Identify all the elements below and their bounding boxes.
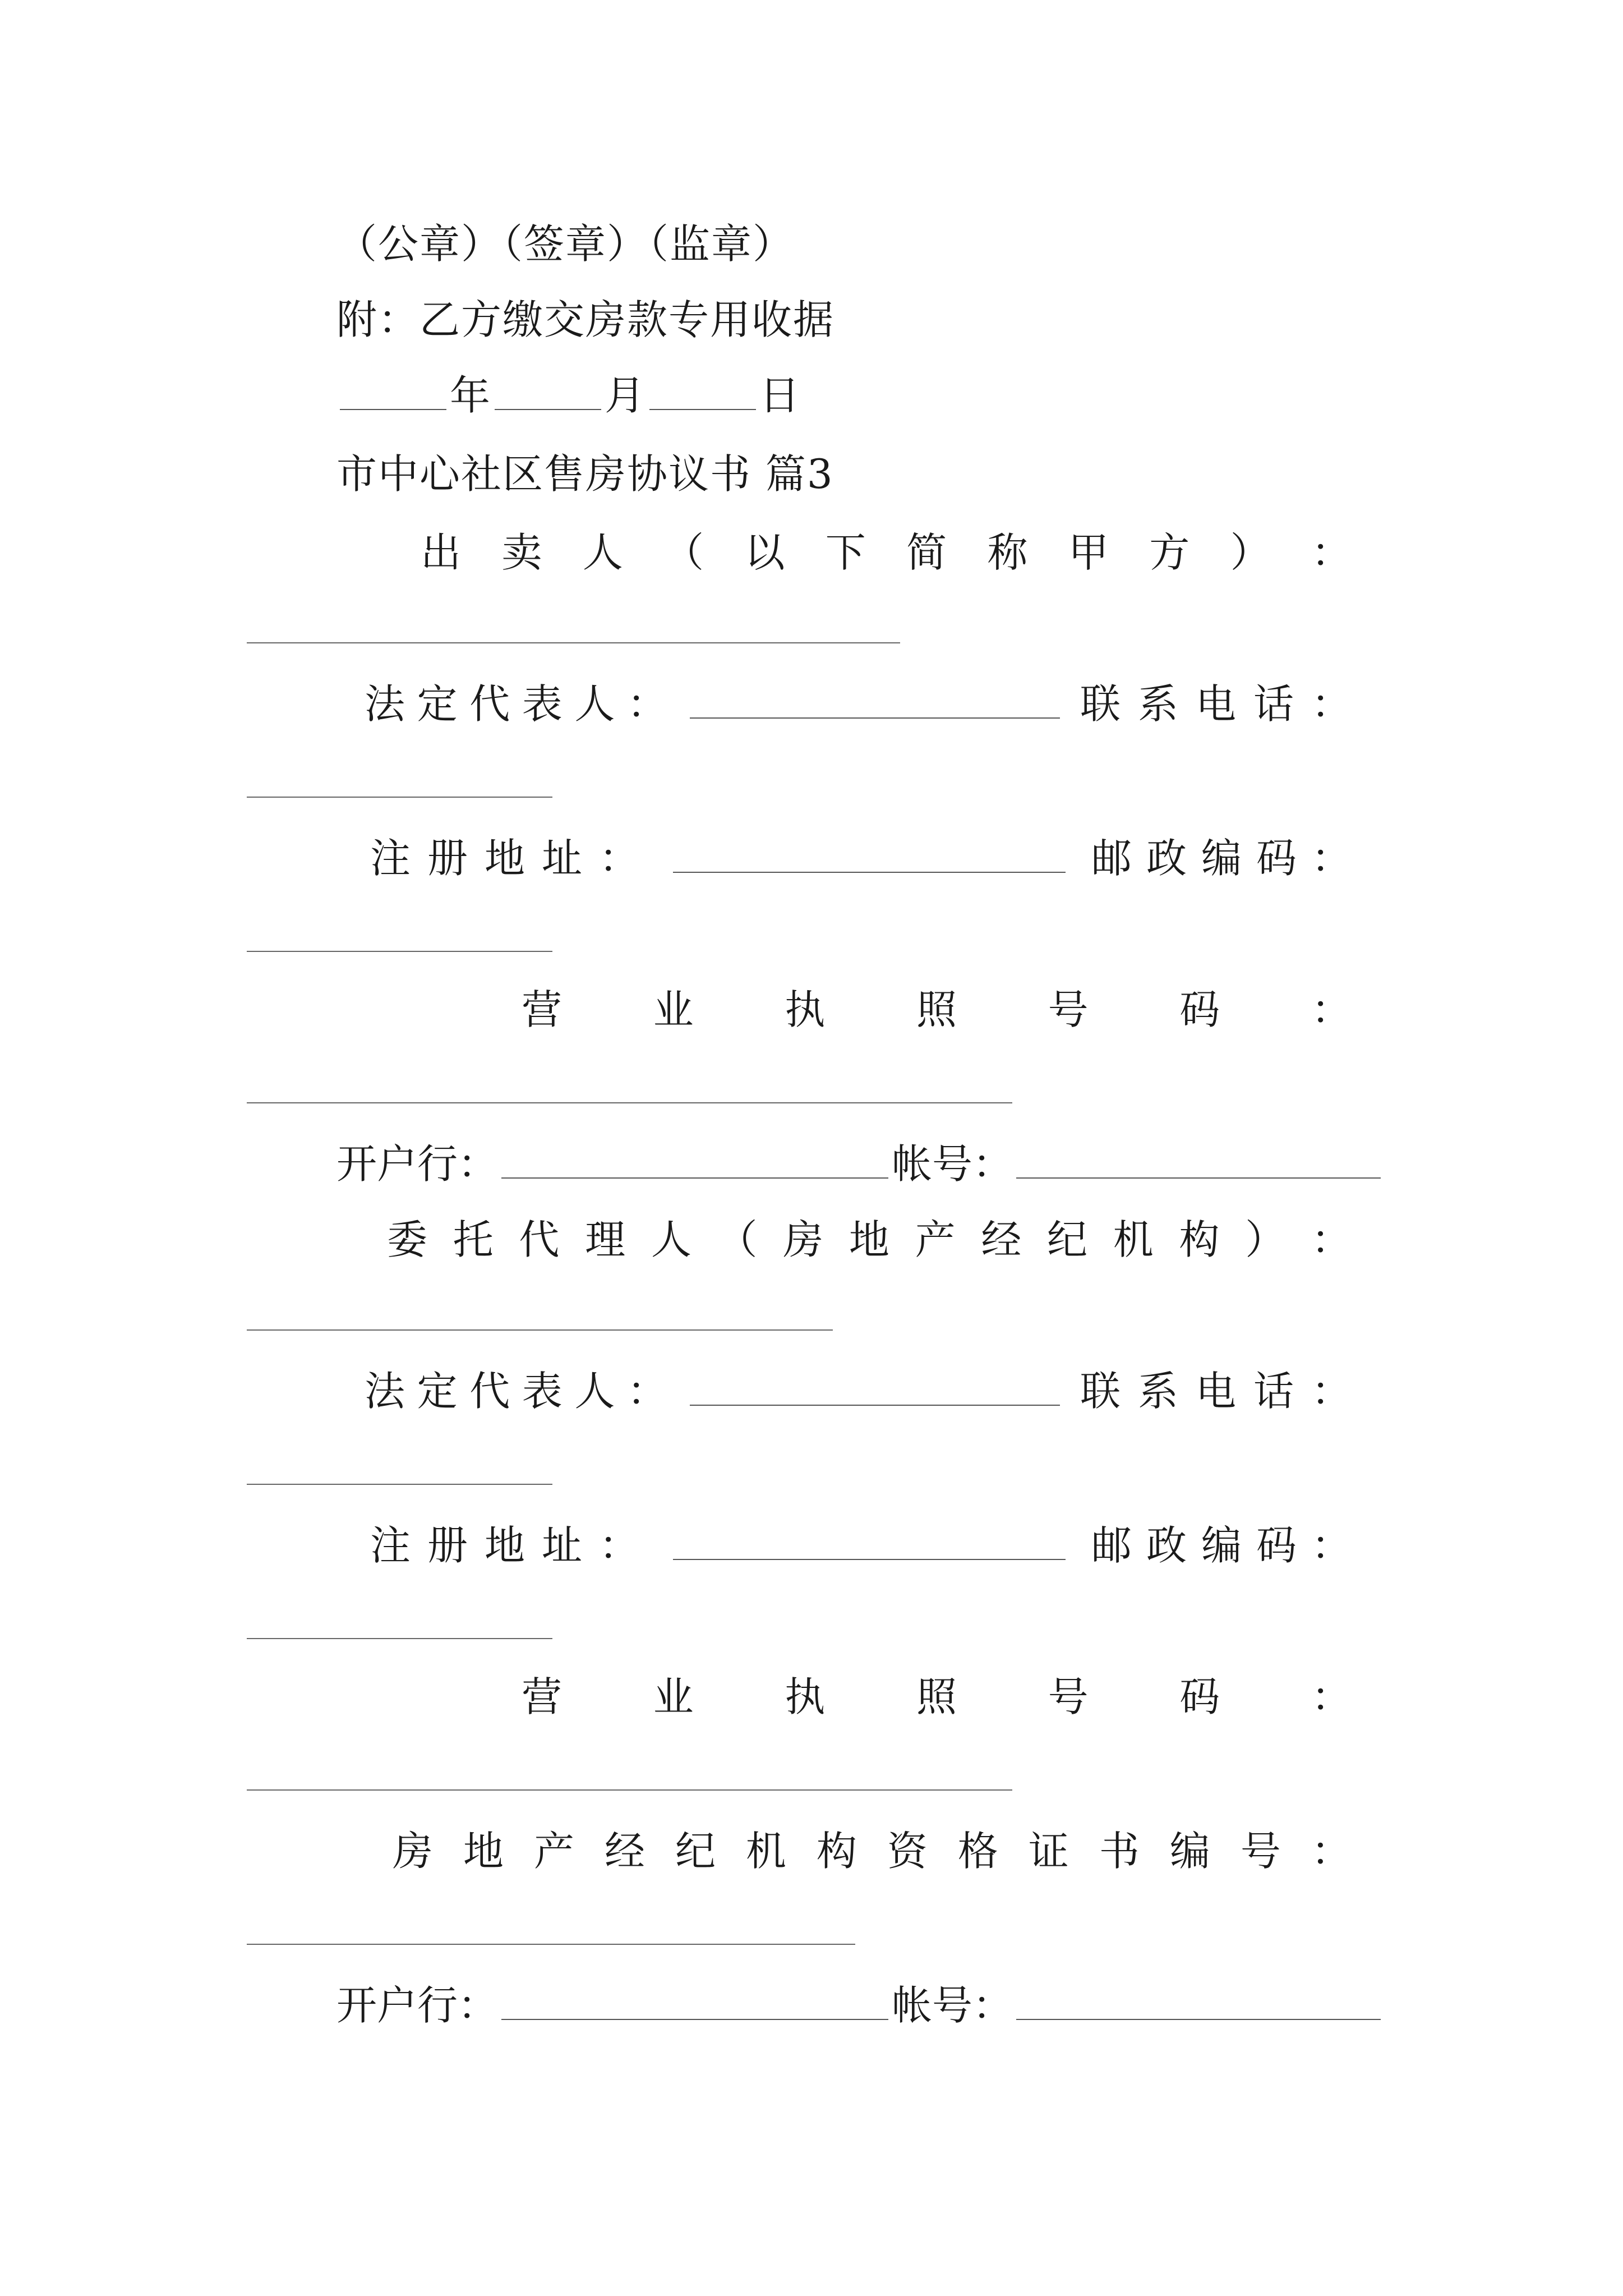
char: ） <box>1245 1216 1286 1263</box>
char: 邮 <box>1091 1522 1132 1569</box>
char: 号 <box>1240 1828 1281 1875</box>
attachment-text: 附：乙方缴交房款专用收据 <box>336 296 835 343</box>
agent-postcode-blank[interactable] <box>247 1638 552 1639</box>
seller-bank-label: 开户行： <box>336 1140 499 1188</box>
char: 编 <box>1201 1522 1242 1569</box>
agent-rep-label <box>365 1352 667 1430</box>
seller-account-label: 帐号： <box>892 1140 1013 1188</box>
agent-cert-line <box>393 1812 1352 1890</box>
char: ： <box>1311 1368 1352 1415</box>
seller-postcode-blank[interactable] <box>247 951 552 952</box>
heading-text: 市中心社区售房协议书 篇3 <box>336 450 834 498</box>
char: ） <box>1230 529 1271 576</box>
seller-bank-line <box>336 1125 1385 1203</box>
char: ： <box>598 1522 639 1569</box>
char: 经 <box>604 1828 645 1875</box>
seals-text: （公章）（签章）（监章） <box>336 220 795 268</box>
char: 码 <box>1256 835 1297 882</box>
char: 代 <box>519 1216 560 1263</box>
char: 电 <box>1195 680 1236 728</box>
month-blank[interactable] <box>495 370 601 410</box>
char: 机 <box>745 1828 786 1875</box>
char: 构 <box>1179 1216 1220 1263</box>
char: 简 <box>906 529 947 576</box>
agent-license-line <box>522 1658 1352 1736</box>
char: 址 <box>541 835 582 882</box>
char: 卖 <box>501 529 542 576</box>
seller-rep-label <box>365 665 667 743</box>
year-blank[interactable] <box>340 370 446 410</box>
char: 出 <box>421 529 462 576</box>
char: 地 <box>849 1216 889 1263</box>
char: 委 <box>387 1216 428 1263</box>
char: 代 <box>469 680 510 728</box>
agent-license-blank[interactable] <box>247 1789 1012 1791</box>
char: 理 <box>585 1216 626 1263</box>
char: 人 <box>574 1368 615 1415</box>
date-line <box>336 356 1391 435</box>
char: 人 <box>574 680 615 728</box>
char: 邮 <box>1091 835 1132 882</box>
char: ： <box>1311 986 1352 1033</box>
char: 纪 <box>1047 1216 1088 1263</box>
char: ： <box>1311 529 1352 576</box>
char: ： <box>626 680 667 728</box>
char: 照 <box>916 986 957 1033</box>
char: 资 <box>887 1828 928 1875</box>
char: 构 <box>816 1828 857 1875</box>
char: ： <box>1311 1216 1352 1263</box>
agent-rep-blank[interactable] <box>690 1365 1060 1406</box>
char: 经 <box>981 1216 1022 1263</box>
char: 纪 <box>675 1828 716 1875</box>
seller-postcode-label <box>1091 819 1352 898</box>
char: 联 <box>1080 1368 1121 1415</box>
char: 定 <box>417 1368 458 1415</box>
char: 联 <box>1080 680 1121 728</box>
char: 业 <box>653 1673 694 1720</box>
char: 人 <box>582 529 623 576</box>
char: 码 <box>1256 1522 1297 1569</box>
seller-address-blank[interactable] <box>673 832 1066 873</box>
seller-license-line <box>522 970 1352 1049</box>
char: （ <box>663 529 704 576</box>
agent-phone-label <box>1080 1352 1352 1430</box>
agent-bank-line <box>336 1966 1385 2045</box>
char: 机 <box>1113 1216 1154 1263</box>
char: ： <box>1311 680 1352 728</box>
seller-rep-line <box>365 665 1352 743</box>
char: 以 <box>744 529 785 576</box>
char: ： <box>1311 1522 1352 1569</box>
char: ： <box>1311 835 1352 882</box>
char: 方 <box>1149 529 1190 576</box>
agent-account-blank[interactable] <box>1016 1980 1381 2020</box>
char: ： <box>1311 1673 1352 1720</box>
agent-account-label: 帐号： <box>892 1982 1013 2029</box>
char: （ <box>717 1216 758 1263</box>
char: 人 <box>651 1216 691 1263</box>
agent-label-line <box>387 1200 1352 1279</box>
char: 定 <box>417 680 458 728</box>
char: 证 <box>1028 1828 1069 1875</box>
agent-bank-label: 开户行： <box>336 1982 499 2029</box>
char: 法 <box>365 680 405 728</box>
seller-rep-blank[interactable] <box>690 678 1060 719</box>
agent-postcode-label <box>1091 1506 1352 1585</box>
char: 话 <box>1253 680 1294 728</box>
char: 托 <box>453 1216 494 1263</box>
char: 书 <box>1099 1828 1140 1875</box>
agent-phone-blank[interactable] <box>247 1484 552 1485</box>
char: 码 <box>1179 1673 1220 1720</box>
attachment-line <box>336 280 1391 359</box>
char: 编 <box>1201 835 1242 882</box>
seller-license-blank[interactable] <box>247 1102 1012 1103</box>
seller-bank-blank[interactable] <box>501 1138 888 1179</box>
char: 甲 <box>1068 529 1109 576</box>
char: 照 <box>916 1673 957 1720</box>
char: 册 <box>427 835 468 882</box>
agent-address-label <box>370 1506 639 1585</box>
char: 称 <box>987 529 1028 576</box>
seller-address-label <box>370 819 639 898</box>
char: 法 <box>365 1368 405 1415</box>
day-blank[interactable] <box>649 370 756 410</box>
section-heading <box>336 435 1391 513</box>
char: 码 <box>1179 986 1220 1033</box>
agent-address-line <box>370 1506 1352 1585</box>
char: 编 <box>1169 1828 1210 1875</box>
agent-bank-blank[interactable] <box>501 1980 888 2020</box>
char: 话 <box>1253 1368 1294 1415</box>
char: 址 <box>541 1522 582 1569</box>
char: ： <box>1311 1828 1352 1875</box>
char: 代 <box>469 1368 510 1415</box>
seller-account-blank[interactable] <box>1016 1138 1381 1179</box>
char: 表 <box>522 1368 562 1415</box>
char: 系 <box>1137 680 1178 728</box>
char: 号 <box>1048 1673 1089 1720</box>
seller-phone-label <box>1080 665 1352 743</box>
char: 地 <box>484 1522 525 1569</box>
char: 电 <box>1195 1368 1236 1415</box>
agent-name-blank[interactable] <box>247 1329 833 1331</box>
year-label: 年 <box>450 372 492 419</box>
char: 系 <box>1137 1368 1178 1415</box>
char: 地 <box>484 835 525 882</box>
char: 政 <box>1146 835 1187 882</box>
char: 业 <box>653 986 694 1033</box>
char: 营 <box>522 986 562 1033</box>
char: 营 <box>522 1673 562 1720</box>
agent-address-blank[interactable] <box>673 1520 1066 1560</box>
agent-cert-blank[interactable] <box>247 1944 855 1945</box>
char: 房 <box>783 1216 824 1263</box>
seller-label-line <box>421 513 1352 592</box>
char: 格 <box>957 1828 998 1875</box>
seller-phone-blank[interactable] <box>247 797 552 798</box>
agent-rep-line <box>365 1352 1352 1430</box>
seals-line <box>336 205 1391 283</box>
char: 政 <box>1146 1522 1187 1569</box>
char: 执 <box>785 986 826 1033</box>
seller-address-line <box>370 819 1352 898</box>
char: ： <box>626 1368 667 1415</box>
day-label: 日 <box>759 372 801 419</box>
char: 表 <box>522 680 562 728</box>
char: ： <box>598 835 639 882</box>
seller-name-blank[interactable] <box>247 642 900 643</box>
char: 注 <box>370 835 411 882</box>
char: 执 <box>785 1673 826 1720</box>
char: 产 <box>915 1216 956 1263</box>
char: 房 <box>393 1828 434 1875</box>
char: 号 <box>1048 986 1089 1033</box>
char: 注 <box>370 1522 411 1569</box>
char: 地 <box>463 1828 504 1875</box>
char: 下 <box>825 529 866 576</box>
char: 产 <box>533 1828 574 1875</box>
char: 册 <box>427 1522 468 1569</box>
month-label: 月 <box>605 372 647 419</box>
